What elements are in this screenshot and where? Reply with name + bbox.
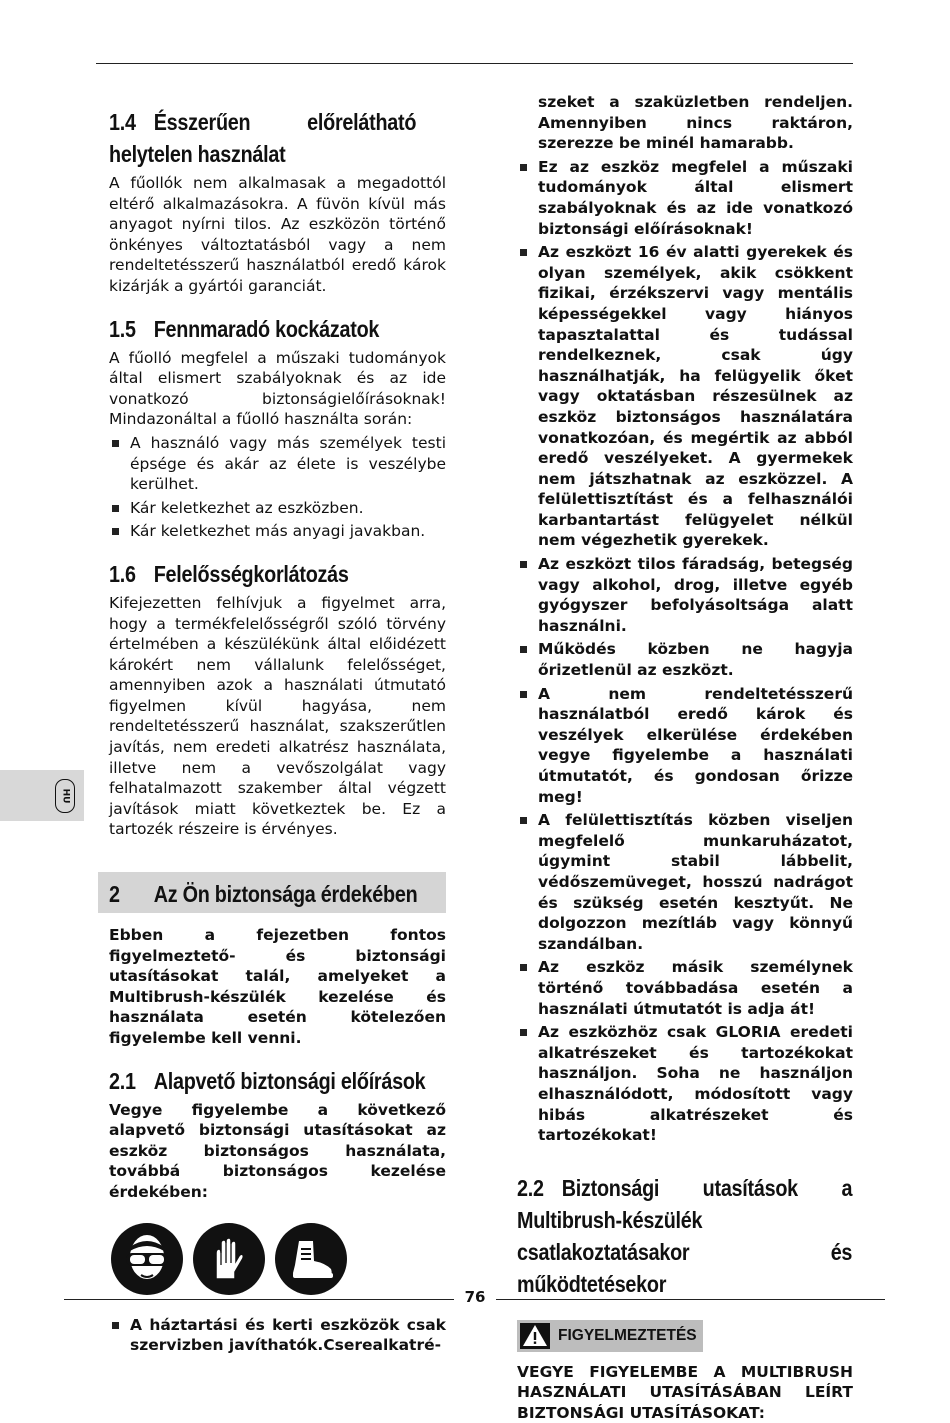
section-number: 2.2 <box>517 1174 544 1201</box>
safety-list-left <box>109 1315 446 1356</box>
section-1-5 <box>109 313 446 542</box>
section-number: 1.6 <box>109 560 136 587</box>
section-title: Felelősségkorlátozás <box>153 560 349 587</box>
footer-rule-left <box>64 1299 454 1300</box>
section-heading <box>109 558 445 590</box>
chapter-heading <box>109 878 434 910</box>
section-paragraph: A fűolló megfelel a műszaki tudományok által elismert szabályoknak és az ide vonatkozó biztonságielőírásoknak! Mindazonáltal a fűolló használta során: <box>109 348 446 429</box>
section-title: Biztonsági utasítások a Multibrush-készülék csatlakoztatásakor és működtetésekor <box>517 1174 853 1297</box>
list-item: A háztartási és kerti eszközök csak szervizben javíthatók.Cserealkatré- <box>109 1315 446 1356</box>
page-number: 76 <box>464 1288 486 1306</box>
list-item: Az eszközhöz csak GLORIA eredeti alkatrészeket és tartozékokat használjon. Soha ne használjon elhasználódott, módosított vagy hibás alkatrészeket és tartozékokat! <box>517 1022 853 1146</box>
section-1-4 <box>109 106 446 297</box>
safety-list-right <box>517 157 853 1146</box>
section-title: Alapvető biztonsági előírások <box>153 1067 426 1094</box>
section-title-line2: helytelen használat <box>109 141 286 167</box>
warning-icon <box>520 1323 550 1349</box>
section-paragraph: Kifejezetten felhívjuk a figyelmet arra, hogy a termékfelelősségről szóló törvény értelmében a készülékünk által előidézett károkért nem vállalunk felelősséget, amennyiben azok a használati útmutató figyelmen kívül hagyása, nem rendeltetésszerű használat, szakszerűtlen javítás, nem eredeti alkatrész használata, illetve nem a vevőszolgálat vagy felhatalmazott szakember által végzett javítások miatt következtek be. Ez a tartozék részeire is érvényes. <box>109 593 446 839</box>
list-item: Az eszközt 16 év alatti gyerekek és olyan személyek, akik csökkent fizikai, érzékszervi vagy mentális képességekkel vagy hiányos tapasztalattal és tudással rendelkeznek, csak úgy használhatják, ha felügyelik őket vagy oktatásban részesülnek az eszköz biztonságos használatára vonatkozóan, és megértik az abból eredő veszélyeket. A gyermekek nem játszhatnak az eszközzel. A felülettisztítást és a felhasználói karbantartást felügyelet nélkül nem végezhetik gyerekek. <box>517 242 853 551</box>
list-item: A felülettisztítás közben viseljen megfelelő munkaruházatot, úgymint stabil lábbelit, védőszemüveget, hosszú nadrágot és szükség esetén kesztyűt. Ne dolgozzon mezítláb vagy könnyű szandálban. <box>517 810 853 954</box>
section-2-1 <box>109 1065 446 1356</box>
protective-gloves-icon <box>193 1223 265 1295</box>
section-heading <box>109 313 445 345</box>
list-item: A használó vagy más személyek testi épsége és akár az élete is veszélybe kerülhet. <box>109 433 446 495</box>
chapter-intro: Ebben a fejezetben fontos figyelmeztető- és biztonsági utasításokat talál, amelyeket a Multibrush-készülék kezelése és használata esetén kötelezően figyelembe kell venni. <box>109 926 446 1047</box>
section-heading <box>109 1065 445 1097</box>
section-2 <box>109 872 446 1049</box>
list-item: Az eszköz másik személynek történő továbbadása esetén a használati útmutatót is adja át! <box>517 957 853 1019</box>
list-item: Kár keletkezhet más anyagi javakban. <box>109 521 446 542</box>
section-heading <box>517 1172 852 1300</box>
chapter-title: Az Ön biztonsága érdekében <box>153 881 418 908</box>
list-item: Működés közben ne hagyja őrizetlenül az eszközt. <box>517 639 853 680</box>
list-item: Kár keletkezhet az eszközben. <box>109 498 446 519</box>
list-item: A nem rendeltetésszerű használatból eredő károk és veszélyek elkerülése érdekében vegye figyelembe a használati útmutatót, és gondosan őrizze meg! <box>517 684 853 808</box>
section-1-6 <box>109 558 446 840</box>
left-column <box>109 92 446 1356</box>
chapter-heading-box <box>98 872 446 913</box>
section-paragraph: A fűollók nem alkalmasak a megadottól eltérő alkalmazásokra. A füvön kívül más anyagot nyírni tilos. Az eszközön történő önkényes változtatásból vagy a nem rendeltetésszerű használatból eredő károk kizárják a gyártói garanciát. <box>109 174 446 295</box>
risk-list <box>109 433 446 542</box>
right-column <box>517 92 853 1423</box>
top-rule <box>96 63 853 64</box>
footer-rule-right <box>496 1299 885 1300</box>
chapter-number: 2 <box>109 881 120 908</box>
warning-text: VEGYE FIGYELEMBE A MULTIBRUSH HASZNÁLATI UTASÍTÁSÁBAN LEÍRT BIZTONSÁGI UTASÍTÁSOKAT: <box>517 1362 853 1422</box>
section-heading <box>109 106 445 170</box>
list-item: Ez az eszköz megfelel a műszaki tudományok által elismert szabályoknak és az ide vonatkozó biztonsági előírásoknak! <box>517 157 853 239</box>
language-label: HU <box>60 788 70 803</box>
language-tab <box>0 770 84 821</box>
continuation-text: szeket a szaküzletben rendeljen. Amennyiben nincs raktáron, szerezze be minél hamarabb. <box>538 93 853 153</box>
warning-label-box <box>517 1320 703 1352</box>
ppe-icons <box>111 1223 446 1295</box>
list-item: Az eszközt tilos fáradság, betegség vagy alkohol, drog, illetve egyéb gyógyszer befolyásoltsága alatt használni. <box>517 554 853 636</box>
section-2-2 <box>517 1172 853 1423</box>
section-paragraph: Vegye figyelembe a következő alapvető biztonsági utasításokat az eszköz biztonságos használata, továbbá biztonságos kezelése érdekében: <box>109 1100 446 1201</box>
safety-boots-icon <box>275 1223 347 1295</box>
warning-label: FIGYELMEZTETÉS <box>558 1326 697 1344</box>
section-number: 2.1 <box>109 1067 136 1094</box>
language-badge <box>55 779 75 813</box>
section-title: Fennmaradó kockázatok <box>153 315 380 342</box>
section-title-line1: Ésszerűen előrelátható <box>153 109 417 135</box>
safety-goggles-icon <box>111 1223 183 1295</box>
section-number: 1.4 <box>109 109 136 135</box>
section-number: 1.5 <box>109 315 136 342</box>
